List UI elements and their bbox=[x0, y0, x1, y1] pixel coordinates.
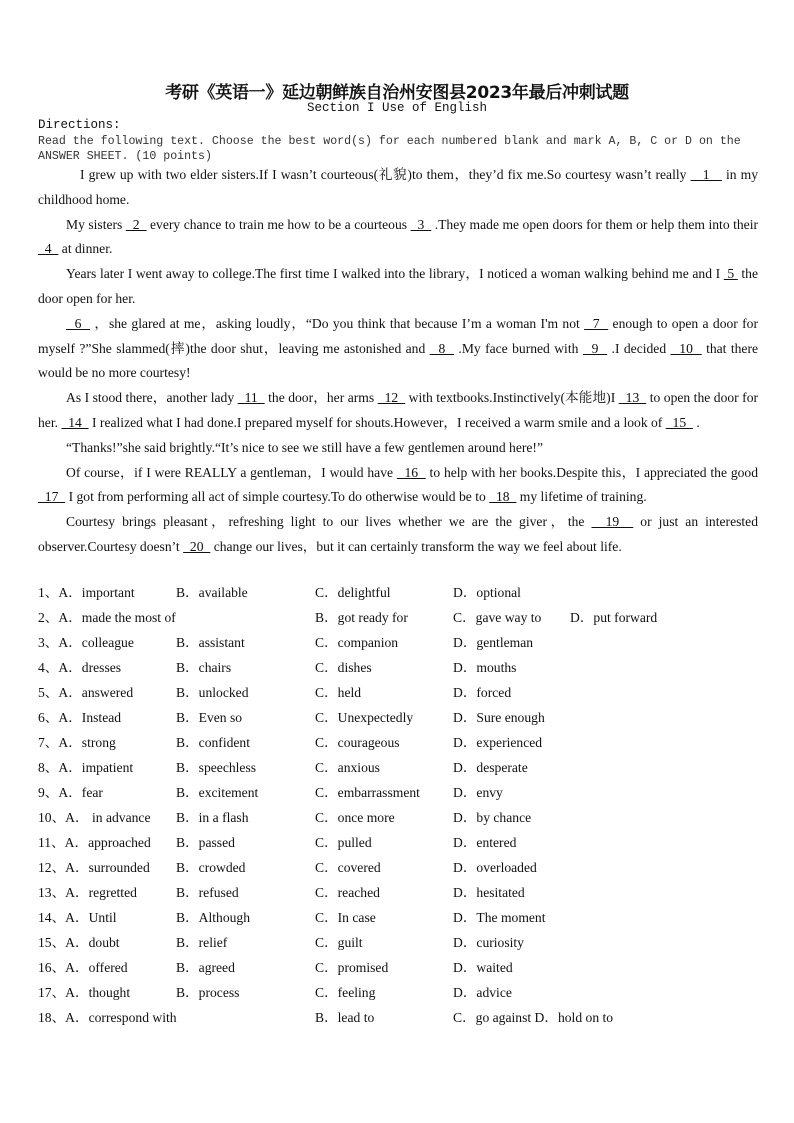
cloze-passage bbox=[38, 163, 758, 560]
directions-label: Directions: bbox=[38, 118, 121, 132]
exam-title: 考研《英语一》延边朝鲜族自治州安图县2023年最后冲刺试题 bbox=[165, 83, 629, 103]
answer-option: 16、A．offered bbox=[38, 960, 128, 975]
question-row bbox=[38, 855, 758, 880]
passage-text: Of course，if I were REALLY a gentleman，I would have bbox=[66, 464, 397, 480]
question-row bbox=[38, 655, 758, 680]
passage-text: at dinner. bbox=[58, 241, 113, 257]
passage-text: to help with her books.Despite this，I appreciated the good bbox=[425, 464, 759, 480]
passage-text: enough to open a door for myself ?”She slammed(摔)the door shut，leaving me astonished and bbox=[38, 315, 759, 356]
answer-blank: 15 bbox=[665, 414, 693, 430]
passage-text: in my childhood home. bbox=[38, 167, 758, 207]
passage-paragraph bbox=[38, 163, 758, 213]
answer-option: C．Unexpectedly bbox=[315, 710, 414, 725]
question-row bbox=[38, 930, 758, 955]
passage-text: or just an interested observer.Courtesy doesn’t bbox=[38, 514, 759, 554]
answer-option: B．unlocked bbox=[176, 685, 249, 700]
passage-text: . bbox=[692, 414, 700, 430]
question-row bbox=[38, 980, 758, 1005]
answer-option: C．feeling bbox=[315, 985, 376, 1000]
question-row bbox=[38, 880, 758, 905]
answer-option: B．available bbox=[176, 585, 248, 600]
answer-option: B．relief bbox=[176, 935, 228, 950]
answer-option: B．in a flash bbox=[176, 810, 249, 825]
answer-option: D．waited bbox=[453, 960, 513, 975]
question-row bbox=[38, 780, 758, 805]
answer-option: 1、A．important bbox=[38, 585, 135, 600]
answer-option: C．pulled bbox=[315, 835, 372, 850]
passage-text: I grew up with two elder sisters.If I wasn’t courteous(礼貌)to them，they’d fix me.So courtesy wasn’t really bbox=[80, 167, 691, 182]
question-row bbox=[38, 605, 758, 630]
answer-option: D．curiosity bbox=[453, 935, 524, 950]
question-row bbox=[38, 1005, 758, 1030]
passage-paragraph bbox=[38, 312, 758, 386]
answer-option: 5、A．answered bbox=[38, 685, 134, 700]
answer-option: C．gave way to bbox=[453, 610, 542, 625]
answer-option: B．process bbox=[176, 985, 240, 1000]
section-heading: Section I Use of English bbox=[306, 101, 488, 115]
answer-option: D．gentleman bbox=[453, 635, 534, 650]
answer-option: D．overloaded bbox=[453, 860, 537, 875]
answer-option: B．lead to bbox=[315, 1010, 375, 1025]
answer-option: 7、A．strong bbox=[38, 735, 116, 750]
answer-option: C．embarrassment bbox=[315, 785, 420, 800]
answer-option: C．companion bbox=[315, 635, 399, 650]
answer-option: B．assistant bbox=[176, 635, 245, 650]
answer-blank: 20 bbox=[183, 538, 211, 554]
answer-blank: 12 bbox=[377, 390, 406, 406]
passage-paragraph bbox=[38, 436, 758, 461]
answer-option: B．confident bbox=[176, 735, 250, 750]
question-row bbox=[38, 805, 758, 830]
directions-text: Read the following text. Choose the best word(s) for each numbered blank and mark A, B, C or D on the ANSWER SHEET. (10 points) bbox=[38, 135, 741, 163]
answer-blank: 5 bbox=[723, 266, 738, 282]
answer-option: 14、A．Until bbox=[38, 910, 117, 925]
answer-option: 2、A．made the most of bbox=[38, 610, 176, 625]
question-row bbox=[38, 705, 758, 730]
answer-option: D．entered bbox=[453, 835, 517, 850]
answer-option: D．mouths bbox=[453, 660, 517, 675]
passage-text: “Thanks!”she said brightly.“It’s nice to see we still have a few gentlemen around here!” bbox=[66, 439, 543, 455]
passage-paragraph bbox=[38, 510, 758, 560]
answer-option: 4、A．dresses bbox=[38, 660, 122, 675]
answer-blank: 11 bbox=[237, 390, 265, 406]
answer-option: 12、A．surrounded bbox=[38, 860, 150, 875]
answer-option: C．guilt bbox=[315, 935, 363, 950]
question-row bbox=[38, 580, 758, 605]
answer-option: D．by chance bbox=[453, 810, 532, 825]
passage-text: As I stood there，another lady bbox=[66, 390, 238, 406]
answer-option: B．chairs bbox=[176, 660, 232, 675]
question-row bbox=[38, 755, 758, 780]
answer-option: B．refused bbox=[176, 885, 239, 900]
answer-option: 18、A．correspond with bbox=[38, 1010, 177, 1025]
question-row bbox=[38, 680, 758, 705]
answer-blank: 4 bbox=[38, 241, 59, 257]
answer-option: B．excitement bbox=[176, 785, 259, 800]
passage-text: I realized what I had done.I prepared myself for shouts.However，I received a warm smile and a look of bbox=[88, 414, 666, 430]
answer-blank: 13 bbox=[618, 390, 647, 406]
answer-blank: 6 bbox=[66, 315, 91, 331]
answer-option: C．reached bbox=[315, 885, 380, 900]
answer-option: B．speechless bbox=[176, 760, 257, 775]
answer-option: C．once more bbox=[315, 810, 395, 825]
answer-blank: 2 bbox=[125, 216, 147, 232]
answer-option: B．Although bbox=[176, 910, 251, 925]
passage-text: .My face burned with bbox=[454, 340, 583, 356]
answer-option: C．anxious bbox=[315, 760, 380, 775]
answer-option: C．go against D．hold on to bbox=[453, 1010, 614, 1025]
passage-text: change our lives，but it can certainly transform the way we feel about life. bbox=[210, 538, 622, 554]
answer-blank: 14 bbox=[61, 414, 89, 430]
answer-option: D．desperate bbox=[453, 760, 528, 775]
answer-option: D．put forward bbox=[570, 610, 658, 625]
answer-blank: 8 bbox=[429, 340, 455, 356]
answer-option: D．experienced bbox=[453, 735, 543, 750]
passage-text: .I decided bbox=[607, 340, 671, 356]
answer-option: 13、A．regretted bbox=[38, 885, 137, 900]
answer-option: D．optional bbox=[453, 585, 521, 600]
answer-option: 15、A．doubt bbox=[38, 935, 120, 950]
passage-text: that there would be no more courtesy! bbox=[38, 340, 759, 381]
question-row bbox=[38, 630, 758, 655]
passage-text: my lifetime of training. bbox=[516, 489, 647, 505]
passage-paragraph bbox=[38, 262, 758, 312]
answer-blank: 18 bbox=[489, 489, 517, 505]
answer-option: C．delightful bbox=[315, 585, 391, 600]
answer-option: D．advice bbox=[453, 985, 512, 1000]
answer-option: D．envy bbox=[453, 785, 503, 800]
passage-paragraph bbox=[38, 461, 758, 511]
answer-option: B．passed bbox=[176, 835, 235, 850]
answer-option: 8、A．impatient bbox=[38, 760, 134, 775]
answer-option: B．Even so bbox=[176, 710, 243, 725]
question-row bbox=[38, 955, 758, 980]
passage-text: the door open for her. bbox=[38, 266, 758, 306]
question-row bbox=[38, 730, 758, 755]
answer-blank: 17 bbox=[38, 489, 66, 505]
answer-option: D．forced bbox=[453, 685, 512, 700]
answer-option: B．got ready for bbox=[315, 610, 408, 625]
passage-text: with textbooks.Instinctively(本能地)I bbox=[405, 390, 619, 406]
answer-option: C．In case bbox=[315, 910, 376, 925]
answer-option: C．held bbox=[315, 685, 362, 700]
answer-blank: 1 bbox=[690, 167, 722, 182]
passage-text: ，she glared at me，asking loudly，“Do you think that because I’m a woman I'm not bbox=[90, 315, 585, 331]
answer-blank: 3 bbox=[410, 216, 432, 232]
passage-text: the door，her arms bbox=[264, 390, 378, 406]
answer-option: 3、A．colleague bbox=[38, 635, 134, 650]
passage-text: Years later I went away to college.The first time I walked into the library，I noticed a woman walking behind me and I bbox=[66, 266, 724, 282]
answer-option: B．agreed bbox=[176, 960, 235, 975]
passage-text: .They made me open doors for them or help them into their bbox=[431, 216, 759, 232]
answer-blank: 19 bbox=[591, 514, 634, 530]
answer-blank: 16 bbox=[396, 464, 426, 480]
question-options-list bbox=[38, 580, 758, 1030]
answer-option: D．Sure enough bbox=[453, 710, 545, 725]
passage-text: to open the door for her. bbox=[38, 390, 759, 430]
answer-option: 9、A．fear bbox=[38, 785, 103, 800]
question-row bbox=[38, 830, 758, 855]
answer-option: 11、A．approached bbox=[38, 835, 151, 850]
answer-option: D．hesitated bbox=[453, 885, 525, 900]
question-row bbox=[38, 905, 758, 930]
passage-paragraph bbox=[38, 386, 758, 436]
answer-option: C．courageous bbox=[315, 735, 400, 750]
answer-blank: 7 bbox=[584, 315, 609, 331]
passage-text: every chance to train me how to be a courteous bbox=[146, 216, 411, 232]
answer-option: 17、A．thought bbox=[38, 985, 131, 1000]
answer-option: C．dishes bbox=[315, 660, 372, 675]
answer-option: C．covered bbox=[315, 860, 381, 875]
answer-blank: 9 bbox=[582, 340, 608, 356]
answer-option: D．The moment bbox=[453, 910, 546, 925]
answer-option: B．crowded bbox=[176, 860, 246, 875]
answer-option: 6、A．Instead bbox=[38, 710, 122, 725]
passage-paragraph bbox=[38, 213, 758, 263]
answer-option: C．promised bbox=[315, 960, 389, 975]
passage-text: I got from performing all act of simple courtesy.To do otherwise would be to bbox=[65, 489, 490, 505]
passage-text: My sisters bbox=[66, 216, 126, 232]
passage-text: Courtesy brings pleasant，refreshing light to our lives whether we are the giver，the bbox=[66, 514, 592, 530]
answer-blank: 10 bbox=[670, 340, 702, 356]
answer-option: 10、A． in advance bbox=[38, 810, 151, 825]
